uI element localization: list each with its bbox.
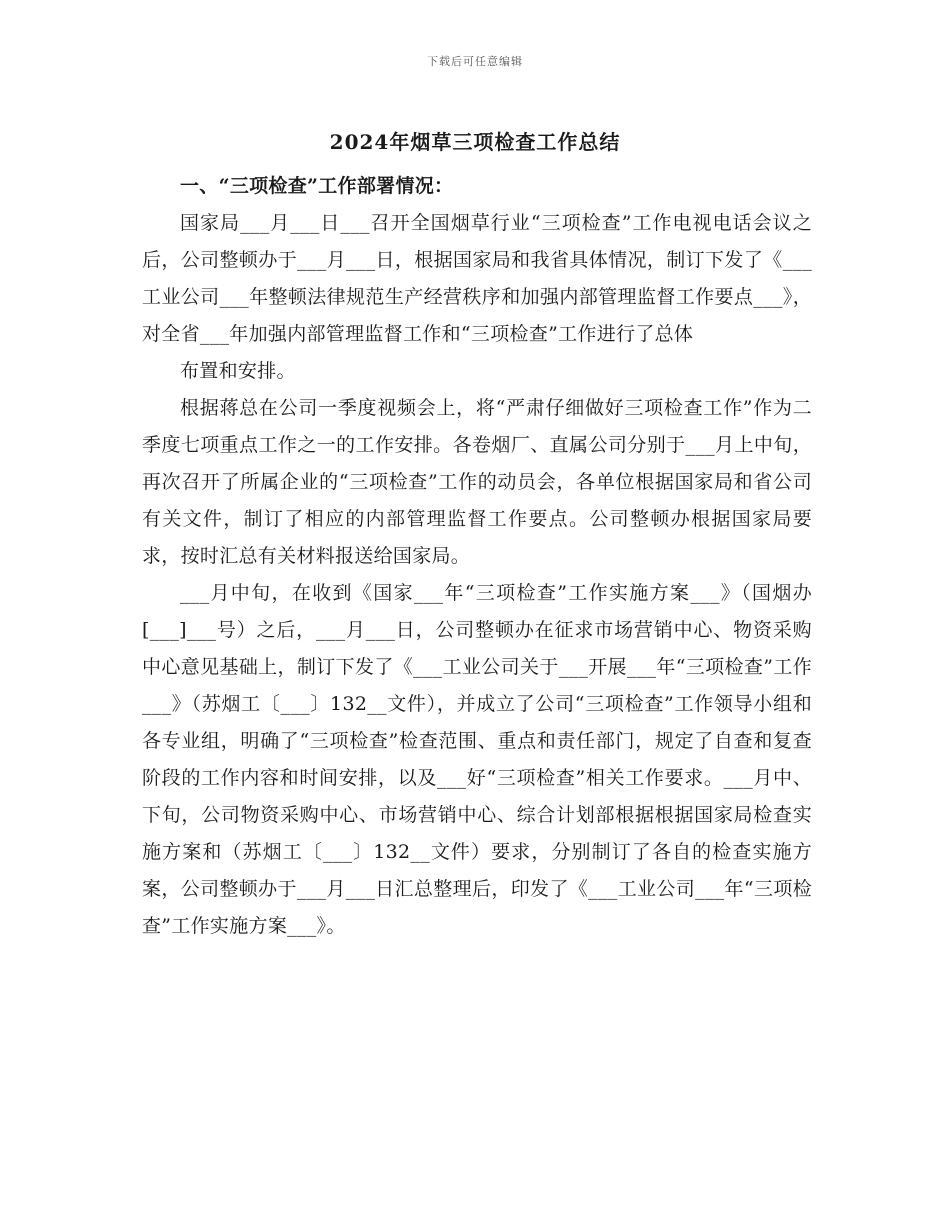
paragraph: 根据蒋总在公司一季度视频会上，将“严肃仔细做好三项检查工作”作为二季度七项重点工作之一的工作安排。各卷烟厂、直属公司分别于___月上中旬，再次召开了所属企业的“三项检查”工作的动员会，各单位根据国家局和省公司有关文件，制订了相应的内部管理监督工作要点。公司整顿办根据国家局要求，按时汇总有关材料报送给国家局。 [142,397,812,567]
page-header-note: 下载后可任意编辑 [427,55,523,68]
paragraph: 国家局___月___日___召开全国烟草行业“三项检查”工作电视电话会议之后，公司整顿办于___月___日，根据国家局和我省具体情况，制订下发了《___工业公司___年整顿法律规范生产经营秩序和加强内部管理监督工作要点___》，对全省___年加强内部管理监督工作和“三项检查”工作进行了总体 [142,212,812,345]
section-heading: 一、“三项检查”工作部署情况： [180,175,454,197]
document-body [142,168,812,945]
paragraph: 布置和安排。 [180,360,296,382]
paragraph: ___月中旬，在收到《国家___年“三项检查”工作实施方案___》（国烟办[___]___号）之后，___月___日，公司整顿办在征求市场营销中心、物资采购中心意见基础上，制订下发了《___工业公司关于___开展___年“三项检查”工作___》（苏烟工〔___〕132__文件），并成立了公司“三项检查”工作领导小组和各专业组，明确了“三项检查”检查范围、重点和责任部门，规定了自查和复查阶段的工作内容和时间安排，以及___好“三项检查”相关工作要求。___月中、下旬，公司物资采购中心、市场营销中心、综合计划部根据根据国家局检查实施方案和（苏烟工〔___〕132__文件）要求，分别制订了各自的检查实施方案，公司整顿办于___月___日汇总整理后，印发了《___工业公司___年“三项检查”工作实施方案___》。 [142,582,812,937]
document-title: 2024年烟草三项检查工作总结 [329,130,621,154]
